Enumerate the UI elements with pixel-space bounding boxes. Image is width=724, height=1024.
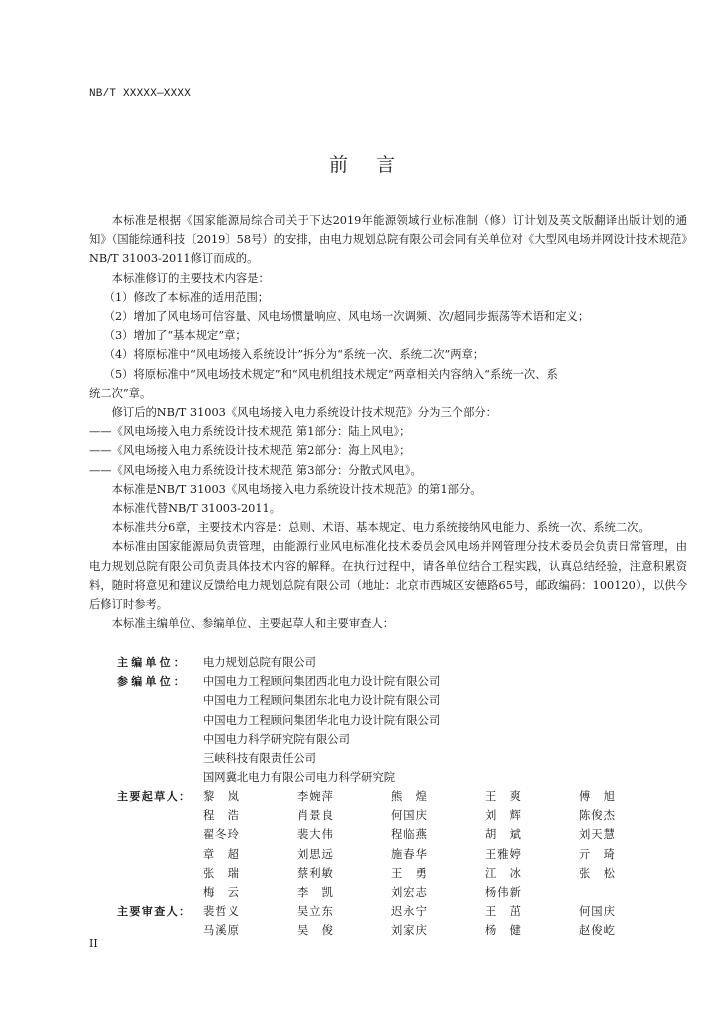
- paragraph-chapters: 本标准共分6章，主要技术内容是：总则、术语、基本规定、电力系统接纳风电能力、系统一次、系统二次。: [111, 521, 650, 535]
- participating-row: [117, 672, 440, 691]
- part-1-reference: ——《风电场接入电力系统设计技术规范 第1部分：陆上风电》；: [89, 425, 411, 439]
- reviewer-name: 杨 健: [485, 924, 522, 938]
- drafters-block: [117, 787, 673, 902]
- drafters-row: [117, 787, 673, 806]
- drafter-name: 李婉萍: [297, 790, 334, 803]
- drafter-name: 翟冬玲: [203, 828, 240, 842]
- part-3-reference: ——《风电场接入电力系统设计技术规范 第3部分：分散式风电》。: [89, 463, 422, 477]
- drafter-name: 刘天慧: [579, 828, 616, 842]
- reviewer-name: 王 茁: [485, 905, 522, 918]
- drafter-name: 何国庆: [391, 809, 428, 823]
- reviewer-name: 迟永宁: [391, 905, 428, 918]
- paragraph-basis: 本标准是根据《国家能源局综合司关于下达2019年能源领域行业标准制（修）订计划及英文版翻译出版计划的通知》（国能综通科技〔2019〕58号）的安排，由电力规划总院有限公司会同有关单位对《大型风电场并网设计技术规范》NB/T 31003-2011修订而成的。: [89, 214, 687, 266]
- participating-org: 三峡科技有限责任公司: [203, 752, 316, 766]
- reviewer-name: 何国庆: [579, 905, 616, 918]
- drafter-name: 胡 斌: [485, 828, 522, 842]
- drafter-name: 王 爽: [485, 790, 522, 803]
- paragraph-parts-intro: 修订后的NB/T 31003《风电场接入电力系统设计技术规范》分为三个部分：: [111, 406, 497, 420]
- paragraph-part-1: 本标准是NB/T 31003《风电场接入电力系统设计技术规范》的第1部分。: [111, 482, 482, 496]
- reviewer-name: 刘家庆: [391, 924, 428, 938]
- paragraph-management: 本标准由国家能源局负责管理，由能源行业风电标准化技术委员会风电场并网管理分技术委员会负责日常管理，由电力规划总院有限公司负责具体技术内容的解释。在执行过程中，请各单位结合工程实践，认真总结经验，注意积累资料，随时将意见和建议反馈给电力规划总院有限公司（地址：北京市西城区安德路65号，邮政编码：100120），以供今后修订时参考。: [89, 540, 687, 612]
- reviewer-name: 吴立东: [297, 905, 334, 918]
- reviewers-row: [117, 902, 673, 921]
- drafter-name: 王雅婷: [485, 847, 522, 861]
- drafters-row: [117, 864, 673, 883]
- chief-editor-org: 电力规划总院有限公司: [203, 656, 316, 669]
- part-2-reference: ——《风电场接入电力系统设计技术规范 第2部分：海上风电》；: [89, 444, 411, 458]
- drafter-name: 李 凯: [297, 885, 334, 899]
- drafter-name: 裴大伟: [297, 828, 334, 842]
- page-number: II: [89, 937, 98, 950]
- organizations-block: [117, 653, 440, 787]
- reviewer-name: 赵俊屹: [579, 924, 616, 938]
- drafter-name: 陈俊杰: [579, 809, 616, 823]
- drafter-name: 傅 旭: [579, 790, 616, 803]
- drafter-name: 刘思远: [297, 847, 334, 861]
- revision-item-2: （2）增加了风电场可信容量、风电场惯量响应、风电场一次调频、次/超同步振荡等术语和定义；: [103, 310, 590, 324]
- page-title: 前言: [328, 154, 423, 176]
- drafter-name: 蔡利敏: [297, 866, 334, 880]
- drafter-name: 黎 岚: [203, 790, 240, 803]
- drafter-name: 程临燕: [391, 828, 428, 842]
- drafter-name: 江 冰: [485, 866, 522, 880]
- participating-org: 中国电力工程顾问集团华北电力设计院有限公司: [203, 713, 441, 727]
- participating-label: 参编单位：: [117, 675, 188, 689]
- participating-org: 中国电力科学研究院有限公司: [203, 732, 350, 746]
- reviewers-block: [117, 902, 673, 940]
- revision-item-3: （3）增加了“基本规定”章；: [103, 329, 247, 343]
- drafters-row: [117, 825, 673, 844]
- revision-item-1: （1）修改了本标准的适用范围；: [103, 290, 270, 304]
- drafter-name: 肖景良: [297, 809, 334, 823]
- drafter-name: 熊 煌: [391, 790, 428, 803]
- drafter-name: 施春华: [391, 847, 428, 861]
- revision-item-5-continued: 统二次”章。: [89, 386, 152, 400]
- drafter-name: 杨伟新: [485, 885, 522, 899]
- paragraph-contributors-intro: 本标准主编单位、参编单位、主要起草人和主要审查人：: [111, 617, 395, 631]
- drafter-name: 亓 琦: [579, 847, 616, 861]
- revision-item-4: （4）将原标准中“风电场接入系统设计”拆分为“系统一次、系统二次”两章；: [103, 348, 485, 362]
- participating-org: 中国电力工程顾问集团西北电力设计院有限公司: [203, 675, 441, 689]
- reviewers-label: 主要审查人：: [117, 905, 192, 918]
- drafter-name: 王 勇: [391, 866, 428, 880]
- participating-org: 中国电力工程顾问集团东北电力设计院有限公司: [203, 694, 441, 708]
- chief-editor-row: [117, 653, 440, 672]
- drafter-name: 梅 云: [203, 885, 240, 899]
- reviewer-name: 马溪原: [203, 924, 240, 938]
- paragraph-revision-intro: 本标准修订的主要技术内容是：: [111, 271, 270, 285]
- drafters-row: [117, 883, 673, 902]
- reviewer-name: 裴哲义: [203, 905, 240, 918]
- drafter-name: 张 瑞: [203, 866, 240, 880]
- chief-editor-label: 主编单位：: [117, 656, 188, 669]
- drafters-row: [117, 845, 673, 864]
- drafter-name: [579, 883, 673, 902]
- drafter-name: 张 松: [579, 866, 616, 880]
- revision-item-5: （5）将原标准中“风电场技术规定”和“风电机组技术规定”两章相关内容纳入“系统一次、系: [103, 367, 558, 381]
- participating-org: 国网冀北电力有限公司电力科学研究院: [203, 771, 396, 785]
- drafter-name: 刘 辉: [485, 809, 522, 823]
- drafter-name: 程 浩: [203, 809, 240, 823]
- document-body: [89, 211, 687, 633]
- drafter-name: 章 超: [203, 847, 240, 861]
- drafters-label: 主要起草人：: [117, 790, 192, 803]
- reviewers-row: [117, 921, 673, 940]
- standard-code-header: NB/T XXXXX—XXXX: [89, 88, 192, 100]
- drafter-name: 刘宏志: [391, 885, 428, 899]
- reviewer-name: 吴 俊: [297, 924, 334, 938]
- paragraph-replaces: 本标准代替NB/T 31003-2011。: [111, 502, 281, 516]
- drafters-row: [117, 806, 673, 825]
